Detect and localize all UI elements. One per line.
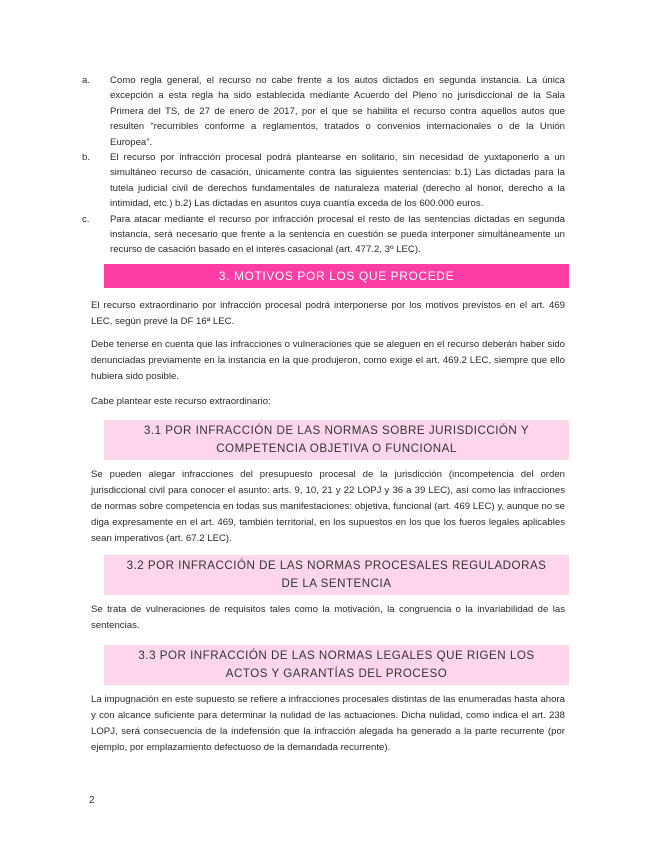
list-item-text: Para atacar mediante el recurso por infracción procesal el resto de las sentencias dictadas en segunda instancia, será necesario que frente a la sentencia en cuestión se pueda interponer simultáneamente un recurso de casación basado en el interés casacional (art. 477.2, 3º LEC). xyxy=(110,213,565,256)
paragraph-sentence-rules: Se trata de vulneraciones de requisitos tales como la motivación, la congruencia o la invariabilidad de las sentencias. xyxy=(91,604,565,631)
subsection-heading-text: 3.2 POR INFRACCIÓN DE LAS NORMAS PROCESALES REGULADORAS DE LA SENTENCIA xyxy=(126,559,547,590)
list-item xyxy=(82,73,565,150)
subsection-heading-3-1 xyxy=(104,420,569,460)
subsection-heading-text: 3.3 POR INFRACCIÓN DE LAS NORMAS LEGALES QUE RIGEN LOS ACTOS Y GARANTÍAS DEL PROCESO xyxy=(138,649,535,680)
section-heading-text: 3. MOTIVOS POR LOS QUE PROCEDE xyxy=(218,269,455,283)
paragraph-process-guarantees: La impugnación en este supuesto se refiere a infracciones procesales distintas de las enumeradas hasta ahora y con alcance suficiente para determinar la nulidad de las actuaciones. Dicha nulidad, como indica el art. 238 LOPJ, será consecuencia de la indefensión que la infracción alegada ha generado a la parte recurrente (por ejemplo, por emplazamiento defectuoso de la demandada recurrente). xyxy=(91,694,565,753)
paragraph-motives-intro: El recurso extraordinario por infracción procesal podrá interponerse por los motivos previstos en el art. 469 LEC, según prevé la DF 16ª LEC. xyxy=(91,300,565,327)
list-item xyxy=(82,150,565,212)
paragraph-prior-denunciation: Debe tenerse en cuenta que las infracciones o vulneraciones que se aleguen en el recurso deberán haber sido denunciadas previamente en la instancia en la que produjeron, como exige el art. 469.2 LEC, siempre que ello hubiera sido posible. xyxy=(91,339,565,382)
list-marker: a. xyxy=(82,75,91,86)
paragraph-jurisdiction: Se pueden alegar infracciones del presupuesto procesal de la jurisdicción (incompetencia del orden jurisdiccional civil para conocer el asunto: arts. 9, 10, 21 y 22 LOPJ y 36 a 39 LEC), así como las infracciones de normas sobre competencia en todas sus manifestaciones: objetiva, funcional (art. 469 LEC) y, aunque no se diga expresamente en el art. 469, también territorial, en los supuestos en los que los fueros legales aplicables sean imperativos (art. 67.2 LEC). xyxy=(91,469,565,544)
page-number: 2 xyxy=(89,795,95,806)
list-marker: b. xyxy=(82,152,91,164)
list-item-text: Como regla general, el recurso no cabe frente a los autos dictados en segunda instancia. La única excepción a esta regla ha sido establecida mediante Acuerdo del Pleno no jurisdiccional de la Sala Primera del TS, de 27 de enero de 2017, por el que se habilita el recurso contra aquellos autos que resulten “recurribles conforme a reglamentos, tratados o convenios internacionales o de la Unión Europea”. xyxy=(110,75,565,148)
requirements-list xyxy=(82,73,565,258)
list-marker: c. xyxy=(82,213,90,225)
paragraph-cases-intro: Cabe plantear este recurso extraordinario: xyxy=(91,396,271,407)
subsection-heading-3-2 xyxy=(104,555,569,595)
list-item-text: El recurso por infracción procesal podrá plantearse en solitario, sin necesidad de yuxtaponerlo a un simultáneo recurso de casación, únicamente contra las siguientes sentencias: b.1) Las dictadas para la tutela judicial civil de derechos fundamentales de naturaleza material (derecho al honor, derecho a la intimidad, etc.) b.2) Las dictadas en asuntos cuya cuantía exceda de los 600.000 euros. xyxy=(110,152,565,210)
section-heading xyxy=(104,264,569,288)
list-item xyxy=(82,212,565,258)
subsection-heading-3-3 xyxy=(104,645,569,685)
subsection-heading-text: 3.1 POR INFRACCIÓN DE LAS NORMAS SOBRE JURISDICCIÓN Y COMPETENCIA OBJETIVA O FUNCIONAL xyxy=(143,424,530,455)
